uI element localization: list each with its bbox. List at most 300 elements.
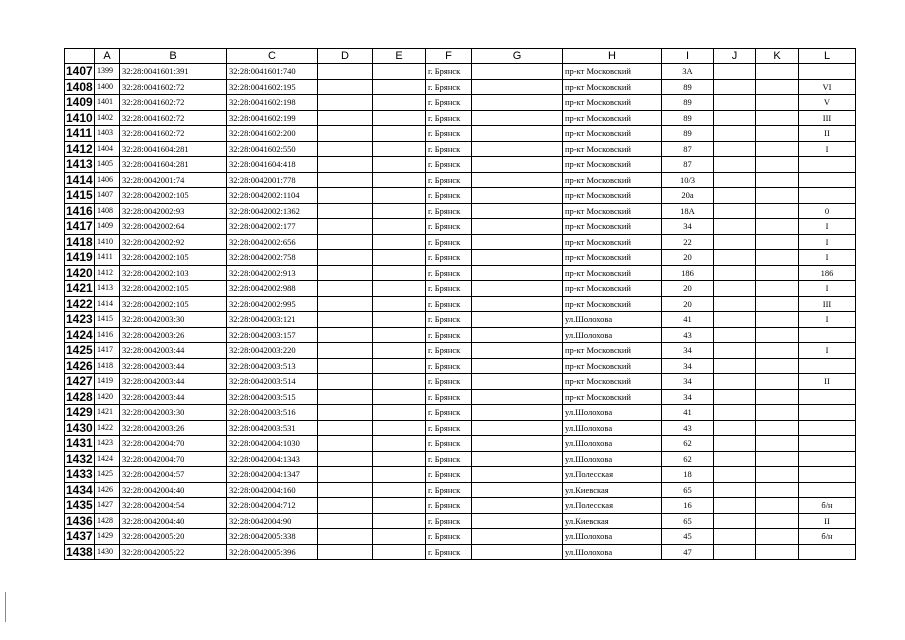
cell-c[interactable]: 32:28:0042001:778 <box>227 172 318 188</box>
cell-h[interactable]: ул.Киевская <box>563 482 662 498</box>
cell-b[interactable]: 32:28:0042002:105 <box>120 281 227 297</box>
cell-a[interactable]: 1428 <box>95 513 120 529</box>
cell-a[interactable]: 1417 <box>95 343 120 359</box>
cell-j[interactable] <box>714 95 756 111</box>
cell-k[interactable] <box>756 265 799 281</box>
cell-c[interactable]: 32:28:0042004:160 <box>227 482 318 498</box>
cell-k[interactable] <box>756 544 799 560</box>
cell-a[interactable]: 1409 <box>95 219 120 235</box>
row-number[interactable]: 1435 <box>66 498 93 512</box>
cell-l[interactable]: II <box>799 374 856 390</box>
row-number[interactable]: 1414 <box>66 172 93 187</box>
cell-b[interactable]: 32:28:0041602:72 <box>120 110 227 126</box>
cell-i[interactable]: 45 <box>662 529 714 545</box>
cell-l[interactable]: VI <box>799 79 856 95</box>
cell-d[interactable] <box>318 420 373 436</box>
cell-f[interactable]: г. Брянск <box>426 436 472 452</box>
cell-i[interactable]: 34 <box>662 219 714 235</box>
cell-d[interactable] <box>318 219 373 235</box>
cell-a[interactable]: 1414 <box>95 296 120 312</box>
column-header-j[interactable]: J <box>714 49 756 64</box>
cell-l[interactable] <box>799 451 856 467</box>
cell-f[interactable]: г. Брянск <box>426 420 472 436</box>
cell-j[interactable] <box>714 203 756 219</box>
cell-b[interactable]: 32:28:0042004:57 <box>120 467 227 483</box>
cell-l[interactable]: I <box>799 141 856 157</box>
cell-d[interactable] <box>318 467 373 483</box>
cell-e[interactable] <box>373 110 426 126</box>
cell-b[interactable]: 32:28:0041601:391 <box>120 64 227 80</box>
cell-f[interactable]: г. Брянск <box>426 64 472 80</box>
cell-k[interactable] <box>756 374 799 390</box>
cell-b[interactable]: 32:28:0042002:93 <box>120 203 227 219</box>
cell-j[interactable] <box>714 420 756 436</box>
cell-g[interactable] <box>472 126 563 142</box>
cell-l[interactable] <box>799 544 856 560</box>
cell-j[interactable] <box>714 358 756 374</box>
column-header-d[interactable]: D <box>318 49 373 64</box>
row-number[interactable]: 1438 <box>66 544 93 559</box>
cell-i[interactable]: 89 <box>662 110 714 126</box>
row-number[interactable]: 1424 <box>66 327 93 342</box>
cell-c[interactable]: 32:28:0041602:200 <box>227 126 318 142</box>
cell-f[interactable]: г. Брянск <box>426 203 472 219</box>
cell-c[interactable]: 32:28:0042002:758 <box>227 250 318 266</box>
cell-g[interactable] <box>472 420 563 436</box>
cell-c[interactable]: 32:28:0041604:418 <box>227 157 318 173</box>
row-number[interactable]: 1419 <box>66 250 93 264</box>
cell-l[interactable] <box>799 64 856 80</box>
cell-h[interactable]: пр-кт Московский <box>563 188 662 204</box>
row-number[interactable]: 1420 <box>66 265 93 280</box>
cell-l[interactable]: I <box>799 312 856 328</box>
cell-k[interactable] <box>756 358 799 374</box>
cell-d[interactable] <box>318 513 373 529</box>
cell-l[interactable]: I <box>799 250 856 266</box>
cell-a[interactable]: 1426 <box>95 482 120 498</box>
cell-i[interactable]: 20 <box>662 296 714 312</box>
cell-k[interactable] <box>756 529 799 545</box>
column-header-b[interactable]: B <box>120 49 227 64</box>
cell-b[interactable]: 32:28:0042004:70 <box>120 451 227 467</box>
cell-c[interactable]: 32:28:0042004:712 <box>227 498 318 514</box>
cell-c[interactable]: 32:28:0042002:177 <box>227 219 318 235</box>
cell-i[interactable]: 34 <box>662 389 714 405</box>
cell-k[interactable] <box>756 203 799 219</box>
cell-f[interactable]: г. Брянск <box>426 312 472 328</box>
cell-c[interactable]: 32:28:0041602:199 <box>227 110 318 126</box>
cell-l[interactable]: V <box>799 95 856 111</box>
cell-f[interactable]: г. Брянск <box>426 219 472 235</box>
cell-g[interactable] <box>472 219 563 235</box>
cell-h[interactable]: пр-кт Московский <box>563 358 662 374</box>
cell-a[interactable]: 1404 <box>95 141 120 157</box>
cell-g[interactable] <box>472 498 563 514</box>
cell-i[interactable]: 16 <box>662 498 714 514</box>
cell-f[interactable]: г. Брянск <box>426 95 472 111</box>
cell-c[interactable]: 32:28:0042002:1104 <box>227 188 318 204</box>
cell-f[interactable]: г. Брянск <box>426 513 472 529</box>
row-number[interactable]: 1430 <box>66 420 93 435</box>
cell-l[interactable]: б/н <box>799 498 856 514</box>
cell-e[interactable] <box>373 79 426 95</box>
cell-g[interactable] <box>472 312 563 328</box>
cell-c[interactable]: 32:28:0042004:1343 <box>227 451 318 467</box>
row-number[interactable]: 1423 <box>66 312 93 326</box>
cell-g[interactable] <box>472 265 563 281</box>
cell-k[interactable] <box>756 296 799 312</box>
cell-k[interactable] <box>756 451 799 467</box>
cell-h[interactable]: ул.Шолохова <box>563 312 662 328</box>
cell-h[interactable]: пр-кт Московский <box>563 64 662 80</box>
cell-h[interactable]: пр-кт Московский <box>563 95 662 111</box>
cell-e[interactable] <box>373 436 426 452</box>
column-header-e[interactable]: E <box>373 49 426 64</box>
cell-k[interactable] <box>756 513 799 529</box>
cell-e[interactable] <box>373 188 426 204</box>
cell-l[interactable] <box>799 420 856 436</box>
row-number[interactable]: 1432 <box>66 451 93 466</box>
cell-d[interactable] <box>318 529 373 545</box>
row-number[interactable]: 1410 <box>66 110 93 125</box>
cell-h[interactable]: ул.Шолохова <box>563 529 662 545</box>
cell-k[interactable] <box>756 343 799 359</box>
cell-d[interactable] <box>318 79 373 95</box>
cell-g[interactable] <box>472 296 563 312</box>
column-header-i[interactable]: I <box>662 49 714 64</box>
cell-k[interactable] <box>756 110 799 126</box>
cell-i[interactable]: 18А <box>662 203 714 219</box>
cell-k[interactable] <box>756 64 799 80</box>
cell-j[interactable] <box>714 544 756 560</box>
cell-e[interactable] <box>373 203 426 219</box>
cell-k[interactable] <box>756 281 799 297</box>
cell-b[interactable]: 32:28:0042003:44 <box>120 358 227 374</box>
cell-d[interactable] <box>318 141 373 157</box>
row-number[interactable]: 1437 <box>66 529 93 543</box>
cell-c[interactable]: 32:28:0041602:550 <box>227 141 318 157</box>
cell-e[interactable] <box>373 250 426 266</box>
cell-l[interactable] <box>799 188 856 204</box>
cell-b[interactable]: 32:28:0041602:72 <box>120 79 227 95</box>
cell-e[interactable] <box>373 544 426 560</box>
cell-d[interactable] <box>318 389 373 405</box>
cell-i[interactable]: 65 <box>662 482 714 498</box>
cell-i[interactable]: 62 <box>662 436 714 452</box>
cell-l[interactable] <box>799 482 856 498</box>
cell-h[interactable]: пр-кт Московский <box>563 265 662 281</box>
cell-c[interactable]: 32:28:0042003:157 <box>227 327 318 343</box>
cell-d[interactable] <box>318 234 373 250</box>
cell-e[interactable] <box>373 141 426 157</box>
cell-d[interactable] <box>318 405 373 421</box>
cell-b[interactable]: 32:28:0042004:70 <box>120 436 227 452</box>
column-header-k[interactable]: K <box>756 49 799 64</box>
cell-i[interactable]: 87 <box>662 157 714 173</box>
cell-g[interactable] <box>472 529 563 545</box>
cell-c[interactable]: 32:28:0042002:988 <box>227 281 318 297</box>
row-number[interactable]: 1407 <box>66 64 93 78</box>
cell-h[interactable]: ул.Шолохова <box>563 451 662 467</box>
cell-d[interactable] <box>318 312 373 328</box>
cell-f[interactable]: г. Брянск <box>426 467 472 483</box>
cell-g[interactable] <box>472 172 563 188</box>
cell-k[interactable] <box>756 467 799 483</box>
cell-a[interactable]: 1422 <box>95 420 120 436</box>
cell-l[interactable] <box>799 358 856 374</box>
cell-e[interactable] <box>373 64 426 80</box>
cell-i[interactable]: 89 <box>662 126 714 142</box>
cell-a[interactable]: 1408 <box>95 203 120 219</box>
cell-a[interactable]: 1416 <box>95 327 120 343</box>
cell-c[interactable]: 32:28:0042004:1030 <box>227 436 318 452</box>
cell-f[interactable]: г. Брянск <box>426 327 472 343</box>
cell-h[interactable]: пр-кт Московский <box>563 343 662 359</box>
cell-d[interactable] <box>318 374 373 390</box>
row-number[interactable]: 1413 <box>66 157 93 171</box>
cell-j[interactable] <box>714 312 756 328</box>
cell-j[interactable] <box>714 343 756 359</box>
cell-j[interactable] <box>714 467 756 483</box>
cell-i[interactable]: 22 <box>662 234 714 250</box>
cell-d[interactable] <box>318 436 373 452</box>
cell-d[interactable] <box>318 451 373 467</box>
cell-a[interactable]: 1429 <box>95 529 120 545</box>
cell-l[interactable] <box>799 157 856 173</box>
cell-e[interactable] <box>373 265 426 281</box>
column-header-g[interactable]: G <box>472 49 563 64</box>
row-number[interactable]: 1425 <box>66 343 93 357</box>
cell-h[interactable]: пр-кт Московский <box>563 157 662 173</box>
cell-h[interactable]: ул.Полесская <box>563 498 662 514</box>
row-number[interactable]: 1427 <box>66 374 93 388</box>
cell-b[interactable]: 32:28:0041604:281 <box>120 141 227 157</box>
cell-c[interactable]: 32:28:0041602:195 <box>227 79 318 95</box>
cell-e[interactable] <box>373 358 426 374</box>
cell-k[interactable] <box>756 219 799 235</box>
cell-l[interactable]: 0 <box>799 203 856 219</box>
cell-c[interactable]: 32:28:0042004:90 <box>227 513 318 529</box>
cell-h[interactable]: пр-кт Московский <box>563 110 662 126</box>
cell-d[interactable] <box>318 265 373 281</box>
cell-f[interactable]: г. Брянск <box>426 188 472 204</box>
cell-j[interactable] <box>714 405 756 421</box>
cell-g[interactable] <box>472 405 563 421</box>
cell-a[interactable]: 1420 <box>95 389 120 405</box>
cell-h[interactable]: пр-кт Московский <box>563 281 662 297</box>
cell-e[interactable] <box>373 219 426 235</box>
cell-l[interactable]: I <box>799 234 856 250</box>
cell-i[interactable]: 20 <box>662 281 714 297</box>
cell-j[interactable] <box>714 451 756 467</box>
cell-b[interactable]: 32:28:0042002:92 <box>120 234 227 250</box>
cell-g[interactable] <box>472 374 563 390</box>
cell-d[interactable] <box>318 64 373 80</box>
cell-c[interactable]: 32:28:0041601:740 <box>227 64 318 80</box>
cell-i[interactable]: 47 <box>662 544 714 560</box>
cell-c[interactable]: 32:28:0042003:121 <box>227 312 318 328</box>
cell-l[interactable]: I <box>799 219 856 235</box>
cell-e[interactable] <box>373 312 426 328</box>
cell-g[interactable] <box>472 79 563 95</box>
cell-k[interactable] <box>756 250 799 266</box>
cell-c[interactable]: 32:28:0041602:198 <box>227 95 318 111</box>
cell-b[interactable]: 32:28:0042005:20 <box>120 529 227 545</box>
cell-f[interactable]: г. Брянск <box>426 529 472 545</box>
row-number[interactable]: 1417 <box>66 219 93 233</box>
cell-l[interactable] <box>799 389 856 405</box>
cell-e[interactable] <box>373 296 426 312</box>
cell-b[interactable]: 32:28:0042003:26 <box>120 327 227 343</box>
cell-h[interactable]: пр-кт Московский <box>563 141 662 157</box>
cell-l[interactable]: II <box>799 513 856 529</box>
column-header-h[interactable]: H <box>563 49 662 64</box>
cell-d[interactable] <box>318 281 373 297</box>
cell-b[interactable]: 32:28:0042003:26 <box>120 420 227 436</box>
cell-f[interactable]: г. Брянск <box>426 79 472 95</box>
cell-k[interactable] <box>756 79 799 95</box>
cell-a[interactable]: 1423 <box>95 436 120 452</box>
cell-d[interactable] <box>318 498 373 514</box>
cell-e[interactable] <box>373 157 426 173</box>
cell-f[interactable]: г. Брянск <box>426 358 472 374</box>
cell-b[interactable]: 32:28:0042003:44 <box>120 389 227 405</box>
cell-i[interactable]: 3А <box>662 64 714 80</box>
cell-k[interactable] <box>756 405 799 421</box>
cell-k[interactable] <box>756 327 799 343</box>
cell-i[interactable]: 43 <box>662 327 714 343</box>
cell-b[interactable]: 32:28:0042002:105 <box>120 296 227 312</box>
corner-cell[interactable] <box>65 49 95 64</box>
cell-d[interactable] <box>318 157 373 173</box>
cell-g[interactable] <box>472 157 563 173</box>
row-number[interactable]: 1418 <box>66 234 93 249</box>
cell-h[interactable]: ул.Шолохова <box>563 327 662 343</box>
cell-c[interactable]: 32:28:0042003:220 <box>227 343 318 359</box>
cell-d[interactable] <box>318 110 373 126</box>
cell-g[interactable] <box>472 203 563 219</box>
cell-i[interactable]: 41 <box>662 405 714 421</box>
cell-l[interactable]: III <box>799 110 856 126</box>
cell-e[interactable] <box>373 513 426 529</box>
cell-d[interactable] <box>318 327 373 343</box>
cell-k[interactable] <box>756 141 799 157</box>
cell-k[interactable] <box>756 126 799 142</box>
cell-h[interactable]: пр-кт Московский <box>563 203 662 219</box>
cell-d[interactable] <box>318 358 373 374</box>
cell-j[interactable] <box>714 436 756 452</box>
cell-g[interactable] <box>472 141 563 157</box>
cell-b[interactable]: 32:28:0042002:105 <box>120 250 227 266</box>
row-number[interactable]: 1426 <box>66 358 93 373</box>
cell-h[interactable]: пр-кт Московский <box>563 126 662 142</box>
cell-a[interactable]: 1415 <box>95 312 120 328</box>
row-number[interactable]: 1415 <box>66 188 93 202</box>
cell-b[interactable]: 32:28:0042003:44 <box>120 374 227 390</box>
cell-j[interactable] <box>714 498 756 514</box>
cell-f[interactable]: г. Брянск <box>426 234 472 250</box>
cell-c[interactable]: 32:28:0042003:513 <box>227 358 318 374</box>
cell-i[interactable]: 34 <box>662 343 714 359</box>
cell-f[interactable]: г. Брянск <box>426 451 472 467</box>
cell-j[interactable] <box>714 79 756 95</box>
cell-f[interactable]: г. Брянск <box>426 250 472 266</box>
cell-i[interactable]: 20а <box>662 188 714 204</box>
cell-d[interactable] <box>318 203 373 219</box>
cell-f[interactable]: г. Брянск <box>426 172 472 188</box>
cell-b[interactable]: 32:28:0042003:30 <box>120 405 227 421</box>
cell-h[interactable]: ул.Киевская <box>563 513 662 529</box>
cell-k[interactable] <box>756 188 799 204</box>
cell-e[interactable] <box>373 451 426 467</box>
cell-h[interactable]: пр-кт Московский <box>563 79 662 95</box>
cell-h[interactable]: пр-кт Московский <box>563 250 662 266</box>
cell-b[interactable]: 32:28:0042004:40 <box>120 482 227 498</box>
cell-h[interactable]: ул.Шолохова <box>563 436 662 452</box>
cell-e[interactable] <box>373 95 426 111</box>
cell-g[interactable] <box>472 343 563 359</box>
cell-b[interactable]: 32:28:0042002:64 <box>120 219 227 235</box>
column-header-c[interactable]: C <box>227 49 318 64</box>
row-number[interactable]: 1431 <box>66 436 93 450</box>
cell-e[interactable] <box>373 389 426 405</box>
cell-d[interactable] <box>318 126 373 142</box>
row-number[interactable]: 1429 <box>66 405 93 419</box>
cell-a[interactable]: 1427 <box>95 498 120 514</box>
cell-c[interactable]: 32:28:0042002:995 <box>227 296 318 312</box>
cell-i[interactable]: 65 <box>662 513 714 529</box>
cell-j[interactable] <box>714 141 756 157</box>
column-header-a[interactable]: A <box>95 49 120 64</box>
cell-g[interactable] <box>472 358 563 374</box>
cell-g[interactable] <box>472 188 563 204</box>
cell-g[interactable] <box>472 513 563 529</box>
cell-c[interactable]: 32:28:0042003:531 <box>227 420 318 436</box>
cell-g[interactable] <box>472 467 563 483</box>
cell-k[interactable] <box>756 482 799 498</box>
cell-b[interactable]: 32:28:0042004:54 <box>120 498 227 514</box>
cell-l[interactable]: III <box>799 296 856 312</box>
cell-i[interactable]: 10/3 <box>662 172 714 188</box>
cell-c[interactable]: 32:28:0042003:515 <box>227 389 318 405</box>
cell-g[interactable] <box>472 281 563 297</box>
row-number[interactable]: 1411 <box>65 126 95 142</box>
cell-c[interactable]: 32:28:0042004:1347 <box>227 467 318 483</box>
cell-i[interactable]: 43 <box>662 420 714 436</box>
cell-c[interactable]: 32:28:0042005:396 <box>227 544 318 560</box>
cell-l[interactable] <box>799 467 856 483</box>
cell-e[interactable] <box>373 498 426 514</box>
cell-b[interactable]: 32:28:0042001:74 <box>120 172 227 188</box>
cell-k[interactable] <box>756 312 799 328</box>
cell-k[interactable] <box>756 389 799 405</box>
cell-k[interactable] <box>756 436 799 452</box>
cell-k[interactable] <box>756 95 799 111</box>
cell-c[interactable]: 32:28:0042002:656 <box>227 234 318 250</box>
cell-g[interactable] <box>472 234 563 250</box>
cell-g[interactable] <box>472 64 563 80</box>
cell-a[interactable]: 1401 <box>95 95 120 111</box>
cell-a[interactable]: 1424 <box>95 451 120 467</box>
cell-e[interactable] <box>373 420 426 436</box>
cell-j[interactable] <box>714 296 756 312</box>
cell-l[interactable]: б/н <box>799 529 856 545</box>
cell-e[interactable] <box>373 467 426 483</box>
cell-g[interactable] <box>472 250 563 266</box>
cell-l[interactable]: 186 <box>799 265 856 281</box>
cell-k[interactable] <box>756 420 799 436</box>
cell-h[interactable]: пр-кт Московский <box>563 296 662 312</box>
